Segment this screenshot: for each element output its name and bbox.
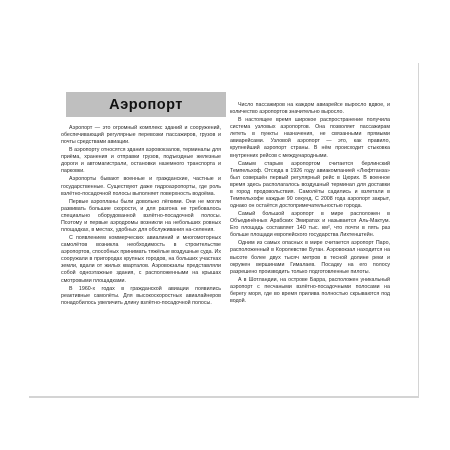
left-column — [61, 125, 221, 308]
paragraph: Число пассажиров на каждом авиарейсе выросло вдвое, и количество аэропортов значительно выросло. — [230, 102, 390, 116]
paragraph: С появлением коммерческих авиалиний и многомоторных самолётов возникла необходимость в строительстве аэропортов, способных принимать тяжёлые воздушные суда. Их сооружали в пригородах крупных городов, на больших участках земли, вдали от жилых кварталов. Аэровокзалы представляли собой одноэтажные здания, с расположенными на крышах смотровыми площадками. — [61, 234, 221, 284]
paragraph: Одним из самых опасных в мире считается аэропорт Паро, расположенный в Королевстве Бутан. Аэровокзал находится на высоте более двух тысяч метров в тесной долине реки и окружен вершинами Гималаев. Посадку на его полосу разрешено производить только подготовленные пилоты. — [230, 240, 390, 275]
paragraph: Самым старым аэропортом считается берлинский Темпельхоф. Отсюда в 1926 году авиакомпанией «Люфтганза» был совершён первый регулярный рейс в Цюрих. В военное время здесь располагалось воздушный терминал для доставки в город продовольствия. Самолёты садились и взлетали в Темпельхофе каждые 90 секунд. С 2008 года аэропорт закрыт, однако он остаётся достопримечательностью города. — [230, 160, 390, 210]
right-column — [230, 102, 390, 306]
paragraph: А в Шотландии, на острове Барра, расположен уникальный аэропорт с песчаными взлётно-посадочными полосами на берегу моря, где во время прилива полностью скрываются под водой. — [230, 276, 390, 304]
paragraph: В 1960-х годах в гражданской авиации появились реактивные самолёты. Для высокоскоростных авиалайнеров понадобилось увеличить длину взлётно-посадочной полосы. — [61, 285, 221, 306]
paragraph: Аэропорты бывают военные и гражданские, частные и государственные. Существуют даже гидроаэропорты, где роль взлётно-посадочной полосы выполняет поверхность водоёма. — [61, 176, 221, 197]
paragraph: Самый большой аэропорт в мире расположен в Объединённых Арабских Эмиратах и называется Аль-Мактум. Его площадь составляет 140 тыс. км², что почти в пять раз больше площади европейского государства Лихтенштейн. — [230, 211, 390, 239]
page-title: Аэропорт — [109, 97, 183, 113]
paragraph: В аэропорту относятся здания аэровокзалов, терминалы для приёма, хранения и отправки грузов, подъездные железные дороги и автомагистрали, остановки наземного транспорта и парковки. — [61, 147, 221, 175]
paragraph: В настоящее время широкое распространение получила система узловых аэропортов. Она позволяет пассажирам лететь в пункты назначения, не связанными прямыми авиарейсами. Узловой аэропорт — это, как правило, крупнейший аэропорт страны. В нём происходит стыковка внутренних рейсов с международными. — [230, 117, 390, 159]
paragraph: Первые аэропланы были довольно лёгкими. Они не могли развивать большие скорости, и для разгона не требовалось специально оборудованной взлётно-посадочной полосы. Поэтому и первые аэродромы возникли на небольших ровных площадках, в местах, удобных для обслуживания на-селения. — [61, 198, 221, 233]
paragraph: Аэропорт — это огромный комплекс зданий и сооружений, обеспечивающий регулярные перевозки пассажиров, грузов и почты средствами авиации. — [61, 125, 221, 146]
